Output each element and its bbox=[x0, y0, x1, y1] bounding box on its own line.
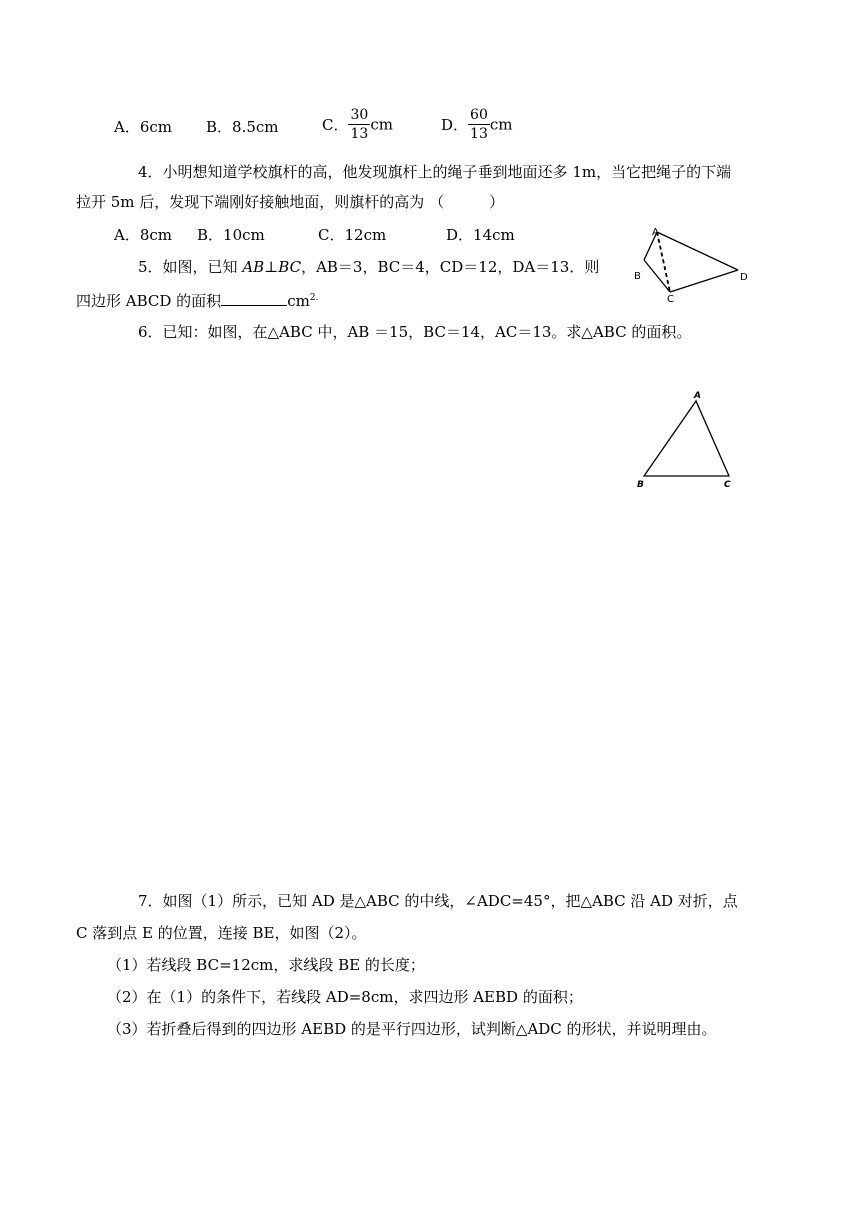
label-b: B bbox=[637, 480, 644, 490]
q5-unit-sup: 2. bbox=[309, 293, 319, 303]
edge-cd bbox=[670, 270, 738, 292]
q3-option-c-denominator: 13 bbox=[350, 126, 369, 142]
q5-text-line2 bbox=[76, 288, 318, 311]
q7-text-line2: C 落到点 E 的位置，连接 BE，如图（2）。 bbox=[76, 924, 367, 942]
q4-option-a: A．8cm bbox=[114, 226, 173, 244]
q5-area-label: 四边形 ABCD 的面积 bbox=[76, 292, 222, 310]
q3-option-c-numerator: 30 bbox=[350, 107, 369, 123]
q5-unit: cm bbox=[287, 292, 310, 310]
q5-answer-blank bbox=[221, 291, 287, 306]
q7-sub1: （1）若线段 BC=12cm，求线段 BE 的长度； bbox=[107, 956, 425, 974]
q4-text-line1: 4．小明想知道学校旗杆的高，他发现旗杆上的绳子垂到地面还多 1m，当它把绳子的下端 bbox=[138, 163, 732, 181]
q7-text-line1: 7．如图（1）所示，已知 AD 是△ABC 的中线，∠ADC=45°，把△ABC 沿 AD 对折，点 bbox=[138, 892, 738, 910]
label-a: A bbox=[694, 391, 701, 401]
label-c: C bbox=[724, 480, 731, 490]
label-a: A bbox=[652, 227, 659, 238]
q4-option-c: C．12cm bbox=[318, 226, 387, 244]
q6-triangle-figure bbox=[630, 388, 740, 490]
q3-option-d-denominator: 13 bbox=[470, 126, 488, 142]
q3-option-d-unit: cm bbox=[489, 115, 513, 134]
edge-da bbox=[657, 232, 738, 270]
q3-option-d-label: D． bbox=[441, 116, 469, 134]
q4-text-line2: 拉开 5m 后，发现下端刚好接触地面，则旗杆的高为 （ ） bbox=[76, 193, 505, 211]
q4-option-d: D．14cm bbox=[446, 226, 515, 244]
triangle-abc bbox=[644, 401, 729, 476]
q3-option-a: A．6cm bbox=[114, 118, 173, 136]
q3-option-b: B．8.5cm bbox=[206, 118, 279, 136]
q7-sub3: （3）若折叠后得到的四边形 AEBD 的是平行四边形，试判断△ADC 的形状，并说明理由。 bbox=[107, 1020, 717, 1038]
q3-option-d bbox=[441, 106, 512, 143]
q3-option-d-numerator: 60 bbox=[470, 107, 488, 123]
q5-prefix: 5．如图，已知 bbox=[138, 258, 243, 276]
q3-option-c-unit: cm bbox=[370, 115, 393, 134]
q5-perpendicular: AB⊥BC bbox=[242, 258, 302, 276]
q3-option-d-fraction bbox=[468, 106, 490, 143]
q5-rest: ，AB＝3，BC＝4，CD＝12，DA＝13．则 bbox=[301, 258, 600, 276]
q3-option-c bbox=[322, 106, 393, 143]
q7-sub2: （2）在（1）的条件下，若线段 AD=8cm，求四边形 AEBD 的面积； bbox=[107, 988, 583, 1006]
q3-option-c-label: C． bbox=[322, 116, 349, 134]
q6-text: 6．已知：如图，在△ABC 中，AB ＝15，BC＝14，AC＝13。求△ABC 的面积。 bbox=[138, 323, 692, 341]
q5-text-line1 bbox=[138, 257, 599, 277]
q4-option-b: B．10cm bbox=[197, 226, 265, 244]
q5-quadrilateral-figure bbox=[630, 222, 760, 306]
label-c: C bbox=[667, 294, 674, 305]
label-d: D bbox=[740, 272, 748, 283]
q3-option-c-fraction bbox=[348, 106, 370, 143]
label-b: B bbox=[634, 271, 641, 282]
